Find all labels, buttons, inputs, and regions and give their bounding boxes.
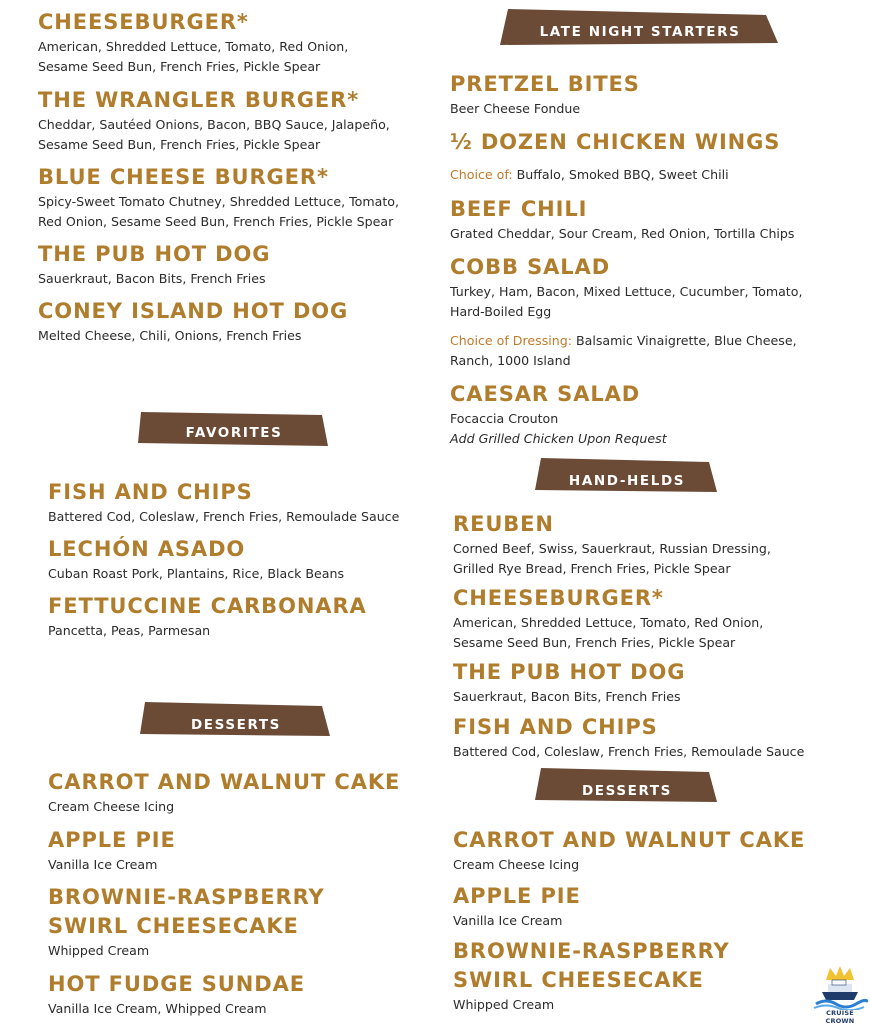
- menu-item-lechon-asado: [48, 535, 344, 584]
- item-name: APPLE PIE: [453, 884, 581, 908]
- item-description: Sesame Seed Bun, French Fries, Pickle Spear: [38, 59, 321, 74]
- menu-item-apple-pie: [48, 826, 176, 875]
- menu-item-carrot-walnut-cake-right: [453, 826, 805, 875]
- item-name: BEEF CHILI: [450, 197, 588, 221]
- choice-label: Choice of:: [450, 167, 513, 182]
- item-description: Sauerkraut, Bacon Bits, French Fries: [453, 689, 681, 704]
- item-description: Battered Cod, Coleslaw, French Fries, Remoulade Sauce: [453, 744, 805, 759]
- section-title: DESSERTS: [581, 783, 672, 799]
- section-title: LATE NIGHT STARTERS: [539, 24, 741, 40]
- item-choice-line: [450, 331, 802, 351]
- menu-item-cobb-salad: [450, 253, 802, 371]
- item-note: Add Grilled Chicken Upon Request: [450, 431, 667, 446]
- item-name: LECHÓN ASADO: [48, 537, 246, 561]
- item-description: Whipped Cream: [453, 997, 555, 1012]
- item-name: BROWNIE-RASPBERRY SWIRL CHEESECAKE: [48, 885, 325, 938]
- item-description: Vanilla Ice Cream, Whipped Cream: [48, 1001, 267, 1016]
- section-banner-desserts: [140, 702, 332, 736]
- item-description: Battered Cod, Coleslaw, French Fries, Remoulade Sauce: [48, 509, 400, 524]
- item-name: CHEESEBURGER*: [38, 10, 249, 34]
- item-description: Grated Cheddar, Sour Cream, Red Onion, Tortilla Chips: [450, 226, 795, 241]
- item-description: Cream Cheese Icing: [453, 857, 580, 872]
- item-description: Focaccia Crouton: [450, 411, 559, 426]
- item-description: Sesame Seed Bun, French Fries, Pickle Spear: [38, 137, 321, 152]
- section-title: DESSERTS: [190, 717, 281, 733]
- item-name: HOT FUDGE SUNDAE: [48, 972, 305, 996]
- item-description: Whipped Cream: [48, 943, 150, 958]
- item-name: CONEY ISLAND HOT DOG: [38, 299, 349, 323]
- item-name: BROWNIE-RASPBERRY SWIRL CHEESECAKE: [453, 939, 730, 992]
- menu-item-fettuccine-carbonara: [48, 592, 367, 641]
- cruise-crown-logo: [812, 966, 868, 1025]
- section-banner-late-night-starters: [500, 9, 780, 43]
- ship-crown-icon: [812, 966, 868, 1010]
- item-name: CHEESEBURGER*: [453, 586, 664, 610]
- section-title: FAVORITES: [185, 425, 283, 441]
- item-name: APPLE PIE: [48, 828, 176, 852]
- logo-wordmark: [812, 1009, 868, 1025]
- section-banner-favorites: [138, 412, 330, 446]
- menu-item-fish-and-chips-handheld: [453, 713, 804, 762]
- item-description: Melted Cheese, Chili, Onions, French Fries: [38, 328, 302, 343]
- menu-item-reuben: [453, 510, 771, 579]
- item-description: Vanilla Ice Cream: [48, 857, 158, 872]
- logo-text: CRUISE CROWN: [825, 1009, 855, 1025]
- item-name: THE WRANGLER BURGER*: [38, 88, 360, 112]
- menu-item-cheeseburger-handheld: [453, 584, 763, 653]
- menu-item-coney-island-hot-dog: [38, 297, 348, 346]
- menu-item-brownie-raspberry-cheesecake: [48, 883, 398, 961]
- item-name: FISH AND CHIPS: [453, 715, 658, 739]
- menu-item-apple-pie-right: [453, 882, 581, 931]
- section-banner-hand-helds: [535, 458, 719, 492]
- item-name: BLUE CHEESE BURGER*: [38, 165, 329, 189]
- section-banner-desserts-right: [535, 768, 719, 802]
- item-description: Beer Cheese Fondue: [450, 101, 581, 116]
- item-description: Sesame Seed Bun, French Fries, Pickle Spear: [453, 635, 736, 650]
- item-description: Grilled Rye Bread, French Fries, Pickle Spear: [453, 561, 731, 576]
- item-choice-line: [450, 165, 780, 185]
- item-description: Red Onion, Sesame Seed Bun, French Fries, Pickle Spear: [38, 214, 394, 229]
- menu-item-wrangler-burger: [38, 86, 390, 155]
- choice-options: Ranch, 1000 Island: [450, 353, 571, 368]
- menu-item-carrot-walnut-cake: [48, 768, 400, 817]
- item-name: THE PUB HOT DOG: [38, 242, 271, 266]
- choice-label: Choice of Dressing:: [450, 333, 572, 348]
- item-description: Cheddar, Sautéed Onions, Bacon, BBQ Sauce, Jalapeño,: [38, 117, 390, 132]
- item-description: Turkey, Ham, Bacon, Mixed Lettuce, Cucumber, Tomato,: [450, 284, 803, 299]
- menu-item-pretzel-bites: [450, 70, 640, 119]
- item-name: CAESAR SALAD: [450, 382, 641, 406]
- menu-item-chicken-wings: [450, 128, 780, 185]
- menu-item-pub-hot-dog: [38, 240, 270, 289]
- item-name: ½ DOZEN CHICKEN WINGS: [450, 130, 781, 154]
- item-name: REUBEN: [453, 512, 554, 536]
- menu-item-brownie-raspberry-cheesecake-right: [453, 937, 793, 1015]
- menu-item-cheeseburger: [38, 8, 348, 77]
- item-name: PRETZEL BITES: [450, 72, 640, 96]
- item-description: Pancetta, Peas, Parmesan: [48, 623, 211, 638]
- item-description: American, Shredded Lettuce, Tomato, Red Onion,: [38, 39, 349, 54]
- item-name: THE PUB HOT DOG: [453, 660, 686, 684]
- menu-item-pub-hot-dog-handheld: [453, 658, 685, 707]
- menu-item-blue-cheese-burger: [38, 163, 399, 232]
- section-title: HAND-HELDS: [568, 473, 686, 489]
- item-name: CARROT AND WALNUT CAKE: [453, 828, 806, 852]
- menu-item-hot-fudge-sundae: [48, 970, 305, 1019]
- choice-options: Buffalo, Smoked BBQ, Sweet Chili: [512, 167, 729, 182]
- choice-options: Balsamic Vinaigrette, Blue Cheese,: [571, 333, 797, 348]
- item-name: CARROT AND WALNUT CAKE: [48, 770, 401, 794]
- item-name: COBB SALAD: [450, 255, 611, 279]
- item-description: Sauerkraut, Bacon Bits, French Fries: [38, 271, 266, 286]
- menu-item-beef-chili: [450, 195, 794, 244]
- menu-item-caesar-salad: [450, 380, 667, 449]
- item-description: Vanilla Ice Cream: [453, 913, 563, 928]
- item-description: American, Shredded Lettuce, Tomato, Red Onion,: [453, 615, 764, 630]
- item-name: FISH AND CHIPS: [48, 480, 253, 504]
- item-description: Cream Cheese Icing: [48, 799, 175, 814]
- menu-item-fish-and-chips: [48, 478, 399, 527]
- item-name: FETTUCCINE CARBONARA: [48, 594, 367, 618]
- item-description: Hard-Boiled Egg: [450, 304, 552, 319]
- item-description: Cuban Roast Pork, Plantains, Rice, Black Beans: [48, 566, 345, 581]
- item-description: Corned Beef, Swiss, Sauerkraut, Russian Dressing,: [453, 541, 771, 556]
- item-description: Spicy-Sweet Tomato Chutney, Shredded Lettuce, Tomato,: [38, 194, 400, 209]
